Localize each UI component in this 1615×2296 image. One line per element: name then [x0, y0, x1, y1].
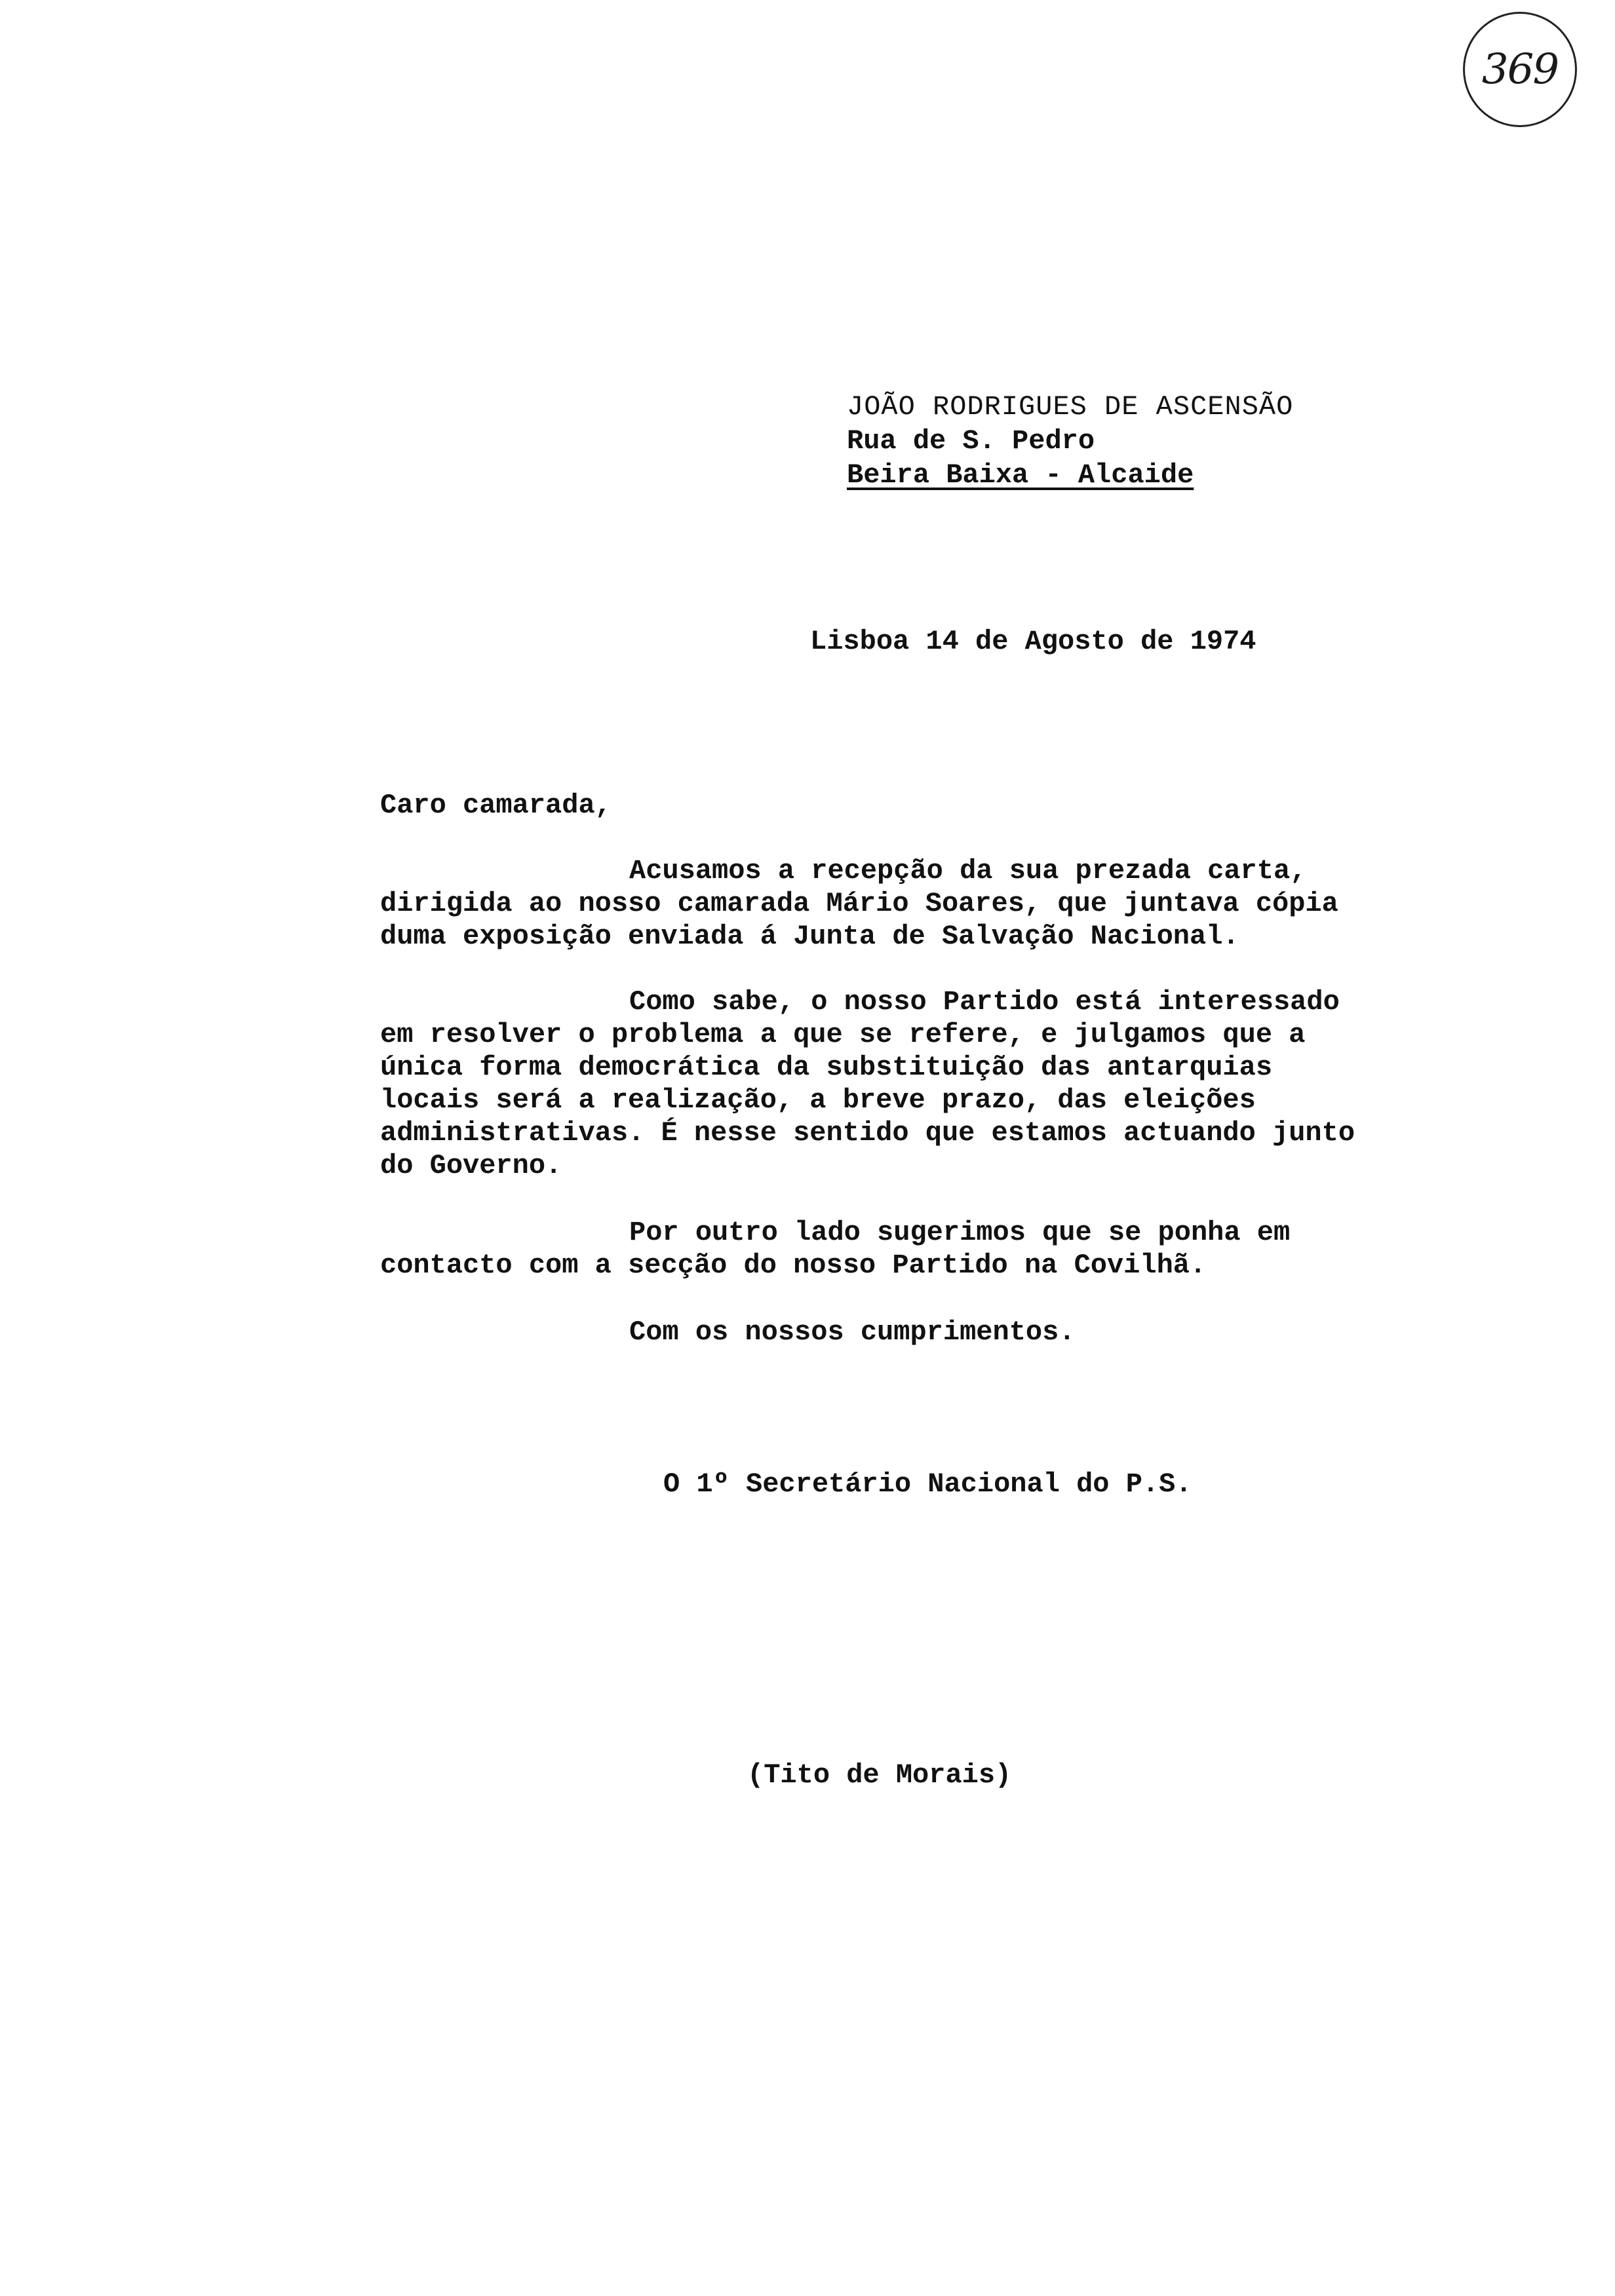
paragraph-line: única forma democrática da substituição das antarquias	[380, 1052, 1273, 1083]
paragraph-line: Com os nossos cumprimentos.	[629, 1316, 1076, 1348]
paragraph-line: do Governo.	[380, 1150, 562, 1181]
signatory-name: (Tito de Morais)	[747, 1759, 1012, 1791]
page-number: 369	[1481, 45, 1559, 94]
paragraph-line: locais será a realização, a breve prazo, das eleições	[380, 1084, 1256, 1116]
paragraph-line: Como sabe, o nosso Partido está interessado	[629, 986, 1340, 1018]
paragraph-line: Acusamos a recepção da sua prezada carta,	[629, 855, 1307, 887]
paragraph-1	[380, 854, 1442, 953]
recipient-name: JOÃO RODRIGUES DE ASCENSÃO	[847, 391, 1294, 423]
paragraph-line: duma exposição enviada á Junta de Salvação Nacional.	[380, 921, 1239, 952]
paragraph-line: em resolver o problema a que se refere, e julgamos que a	[380, 1019, 1306, 1050]
paragraph-line: Por outro lado sugerimos que se ponha em	[629, 1217, 1291, 1248]
paragraph-line: administrativas. É nesse sentido que estamos actuando junto	[380, 1117, 1355, 1149]
page-number-stamp	[1463, 12, 1577, 127]
date-line: Lisboa 14 de Agosto de 1974	[810, 626, 1256, 657]
paragraph-line: contacto com a secção do nosso Partido na Covilhã.	[380, 1250, 1207, 1281]
paragraph-3	[380, 1216, 1442, 1282]
paragraph-line: dirigida ao nosso camarada Mário Soares, que juntava cópia	[380, 888, 1338, 919]
paragraph-2	[380, 985, 1442, 1182]
salutation: Caro camarada,	[380, 790, 612, 821]
recipient-locality: Beira Baixa - Alcaide	[847, 459, 1194, 491]
paragraph-4	[380, 1316, 1442, 1349]
signatory-title: O 1º Secretário Nacional do P.S.	[663, 1468, 1192, 1500]
recipient-street: Rua de S. Pedro	[847, 425, 1095, 457]
